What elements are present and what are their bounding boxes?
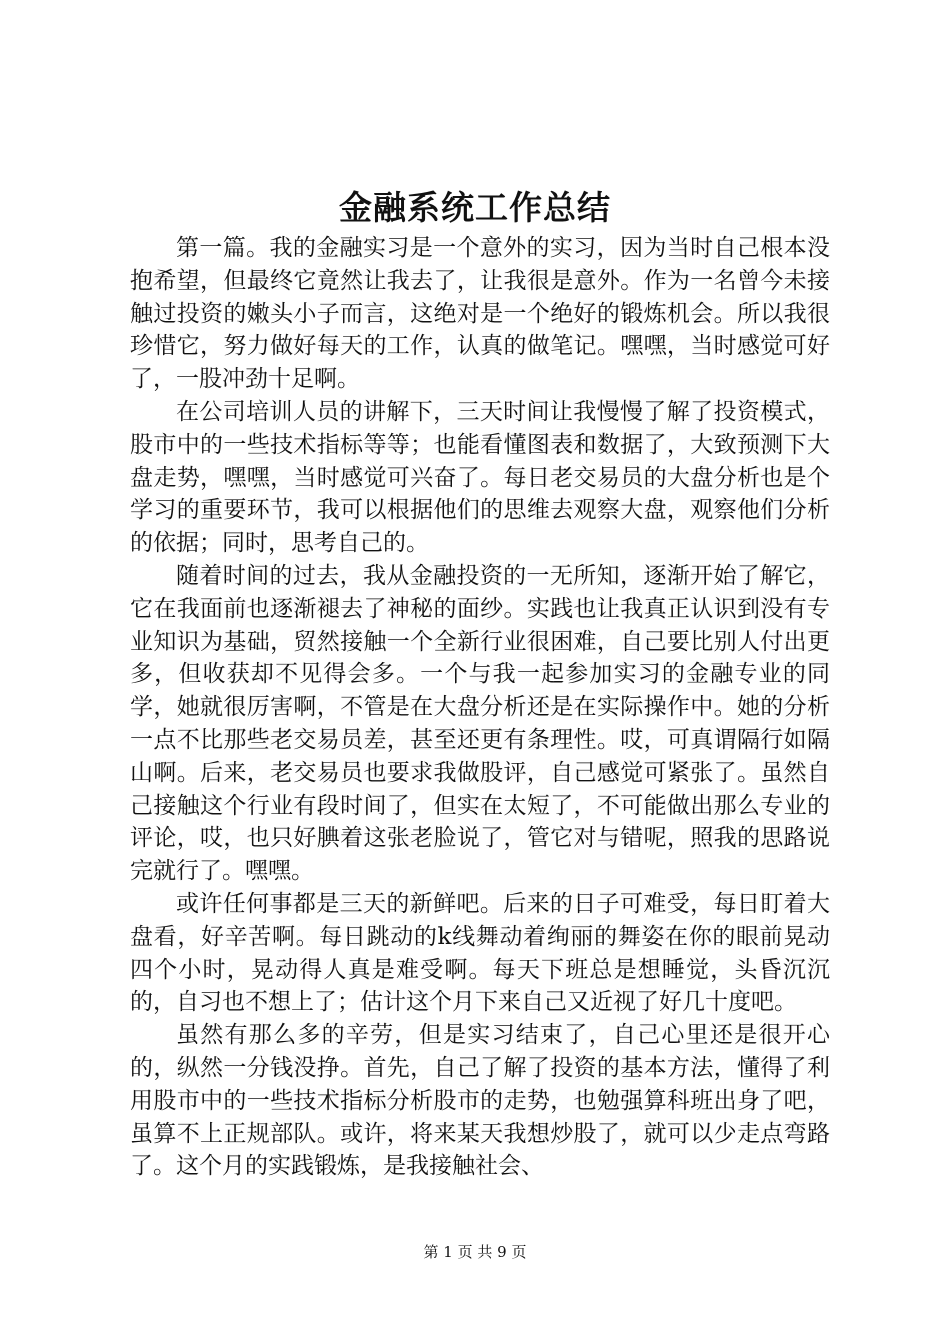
paragraph-3: 随着时间的过去，我从金融投资的一无所知，逐渐开始了解它，它在我面前也逐渐褪去了神秘的面纱。实践也让我真正认识到没有专业知识为基础，贸然接触一个全新行业很困难，自己要比别人付出更多，但收获却不见得会多。一个与我一起参加实习的金融专业的同学，她就很厉害啊，不管是在大盘分析还是在实际操作中。她的分析一点不比那些老交易员差，甚至还更有条理性。哎，可真谓隔行如隔山啊。后来，老交易员也要求我做股评，自己感觉可紧张了。虽然自己接触这个行业有段时间了，但实在太短了，不可能做出那么专业的评论，哎，也只好腆着这张老脸说了，管它对与错呢，照我的思路说完就行了。嘿嘿。	[130, 562, 830, 885]
document-title: 金融系统工作总结	[339, 188, 611, 227]
page-footer: 第 1 页 共 9 页	[423, 1243, 527, 1261]
paragraph-1: 第一篇。我的金融实习是一个意外的实习，因为当时自己根本没抱希望，但最终它竟然让我去了，让我很是意外。作为一名曾今未接触过投资的嫩头小子而言，这绝对是一个绝好的锻炼机会。所以我很珍惜它，努力做好每天的工作，认真的做笔记。嘿嘿，当时感觉可好了，一股冲劲十足啊。	[130, 235, 830, 393]
paragraph-4: 或许任何事都是三天的新鲜吧。后来的日子可难受，每日盯着大盘看，好辛苦啊。每日跳动的k线舞动着绚丽的舞姿在你的眼前晃动四个小时，晃动得人真是难受啊。每天下班总是想睡觉，头昏沉沉的，自习也不想上了；估计这个月下来自己又近视了好几十度吧。	[130, 890, 830, 1016]
document-body	[130, 232, 830, 1183]
paragraph-5: 虽然有那么多的辛劳，但是实习结束了，自己心里还是很开心的，纵然一分钱没挣。首先，自己了解了投资的基本方法，懂得了利用股市中的一些技术指标分析股市的走势，也勉强算科班出身了吧，虽算不上正规部队。或许，将来某天我想炒股了，就可以少走点弯路了。这个月的实践锻炼，是我接触社会、	[130, 1022, 830, 1180]
paragraph-2: 在公司培训人员的讲解下，三天时间让我慢慢了解了投资模式，股市中的一些技术指标等等；也能看懂图表和数据了，大致预测下大盘走势，嘿嘿，当时感觉可兴奋了。每日老交易员的大盘分析也是个学习的重要环节，我可以根据他们的思维去观察大盘，观察他们分析的依据；同时，思考自己的。	[130, 398, 830, 557]
